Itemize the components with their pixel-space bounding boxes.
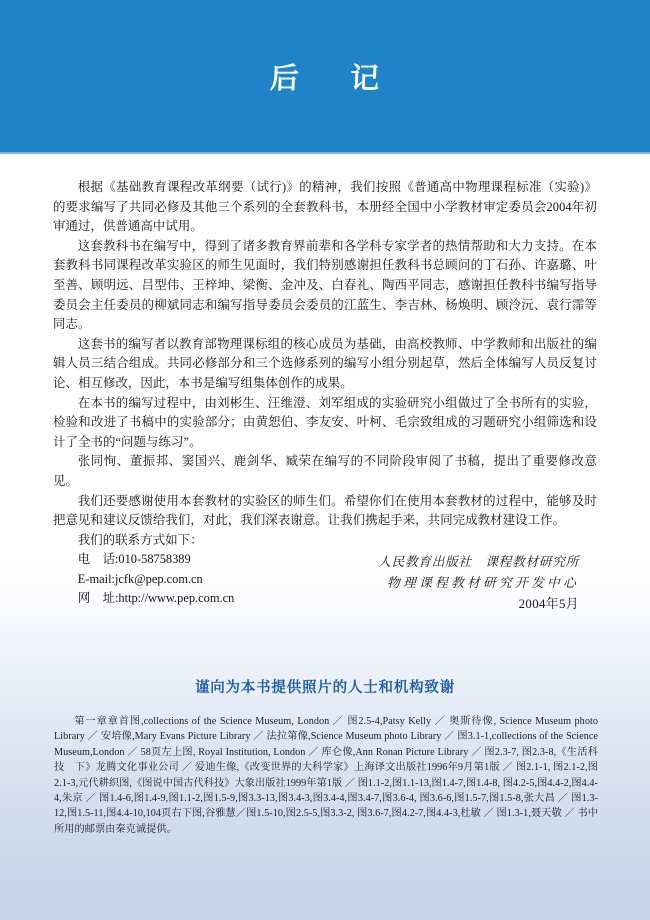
publisher-name: 人民教育出版社 课程教材研究所 — [378, 555, 579, 569]
signature-block — [53, 552, 597, 615]
paragraph: 我们还要感谢使用本套教材的实验区的师生们。希望你们在使用本套教材的过程中，能够及时把意见和建议反馈给我们，对此，我们深表谢意。让我们携起手来，共同完成教材建设工作。 — [53, 493, 597, 528]
afterword-body — [53, 178, 597, 609]
credits-text: 第一章章首图,collections of the Science Museum, London ／ 图2.5-4,Patsy Kelly ／ 奥斯待像, Science Museum photo Library ／ 安培像,Mary Evans Picture Library ／ 法拉第像,Science Museum photo Library ／ 图3.1-1,collections of the Science Museum,London ／ 58页左上图, Royal Institution, London ／ 库仑像,Ann Ronan Picture Library ／ 图2.3-7, 图2.3-8,《生活科技 下》龙腾文化事业公司 ／ 爱迪生像,《改变世界的大科学家》上海译文出版社1996年9月第1版 ／ 图2.1-1, 图2.1-2,图2.1-3,元代耕织图,《图说中国古代科技》大象出版社1999年第1版 ／ 图1.1-2,图1.1-13,图1.4-7,图1.4-8, 图4.2-5,图4.4-2,图4.4-4,朱京 ／ 图1.4-6,图1.4-9,图1.1-2,图1.5-9,图3.3-13,图3.4-3,图3.4-4,图3.4-7,图3.6-4, 图3.6-6,图1.5-7,图1.5-8,张大昌 ／ 图1.3-12,图1.5-11,图4.4-10,104页右下图,谷雅慧／图1.5-10,图2.5-5,图3.3-2, 图3.6-7,图4.2-7,图4.4-3,杜敏 ／ 图1.3-1,聂天敬 ／ 书中所用的邮票由秦克诚提供。 — [54, 716, 598, 835]
contact-phone: 电 话:010-58758389 — [77, 552, 191, 567]
page-header-banner — [0, 0, 650, 152]
center-name: 物理课程教材研究开发中心 — [387, 576, 579, 590]
paragraph: 我们的联系方式如下： — [77, 532, 203, 547]
paragraph: 根据《基础教育课程改革纲要（试行)》的精神，我们按照《普通高中物理课程标准（实验)》的要求编写了共同必修及其他三个系列的全套教科书，本册经全国中小学教材审定委员会2004年初审通过，供普通高中试用。 — [53, 180, 597, 234]
page-title: 后 记 — [269, 62, 403, 95]
contact-email[interactable]: E-mail:jcfk@pep.com.cn — [77, 571, 203, 586]
paragraph: 张同恂、董振邦、窦国兴、鹿剑华、臧荣在编写的不同阶段审阅了书稿，提出了重要修改意见。 — [53, 454, 597, 488]
signature-date: 2004年5月 — [518, 597, 579, 611]
credits-heading: 谨向为本书提供照片的人士和机构致谢 — [194, 680, 456, 696]
paragraph: 这套教科书在编写中，得到了诸多教育界前辈和各学科专家学者的热情帮助和大力支持。在本套教科书同课程改革实验区的师生见面时，我们特别感谢担任教科书总顾问的丁石孙、许嘉璐、叶至善、顾明远、吕型伟、王梓坤、梁衡、金冲及、白春礼、陶西平同志，感谢担任教科书编写指导委员会主任委员的柳斌同志和编写指导委员会委员的江蓝生、李吉林、杨焕明、顾泠沅、袁行霈等同志。 — [53, 238, 597, 332]
credits-body — [54, 714, 598, 837]
banner-divider — [0, 152, 650, 154]
contact-website[interactable]: 网 址:http://www.pep.com.cn — [77, 591, 235, 606]
paragraph: 在本书的编写过程中，由刘彬生、汪维澄、刘军组成的实验研究小组做过了全书所有的实验，检验和改进了书稿中的实验部分；由黄恕伯、李友安、叶柯、毛宗致组成的习题研究小组筛选和设计了全书的“问题与练习”。 — [53, 395, 597, 449]
paragraph: 这套书的编写者以教育部物理课标组的核心成员为基础，由高校教师、中学教师和出版社的编辑人员三结合组成。共同必修部分和三个选修系列的编写小组分别起草，然后全体编写人员反复讨论、相互修改，因此，本书是编写组集体创作的成果。 — [53, 336, 597, 390]
